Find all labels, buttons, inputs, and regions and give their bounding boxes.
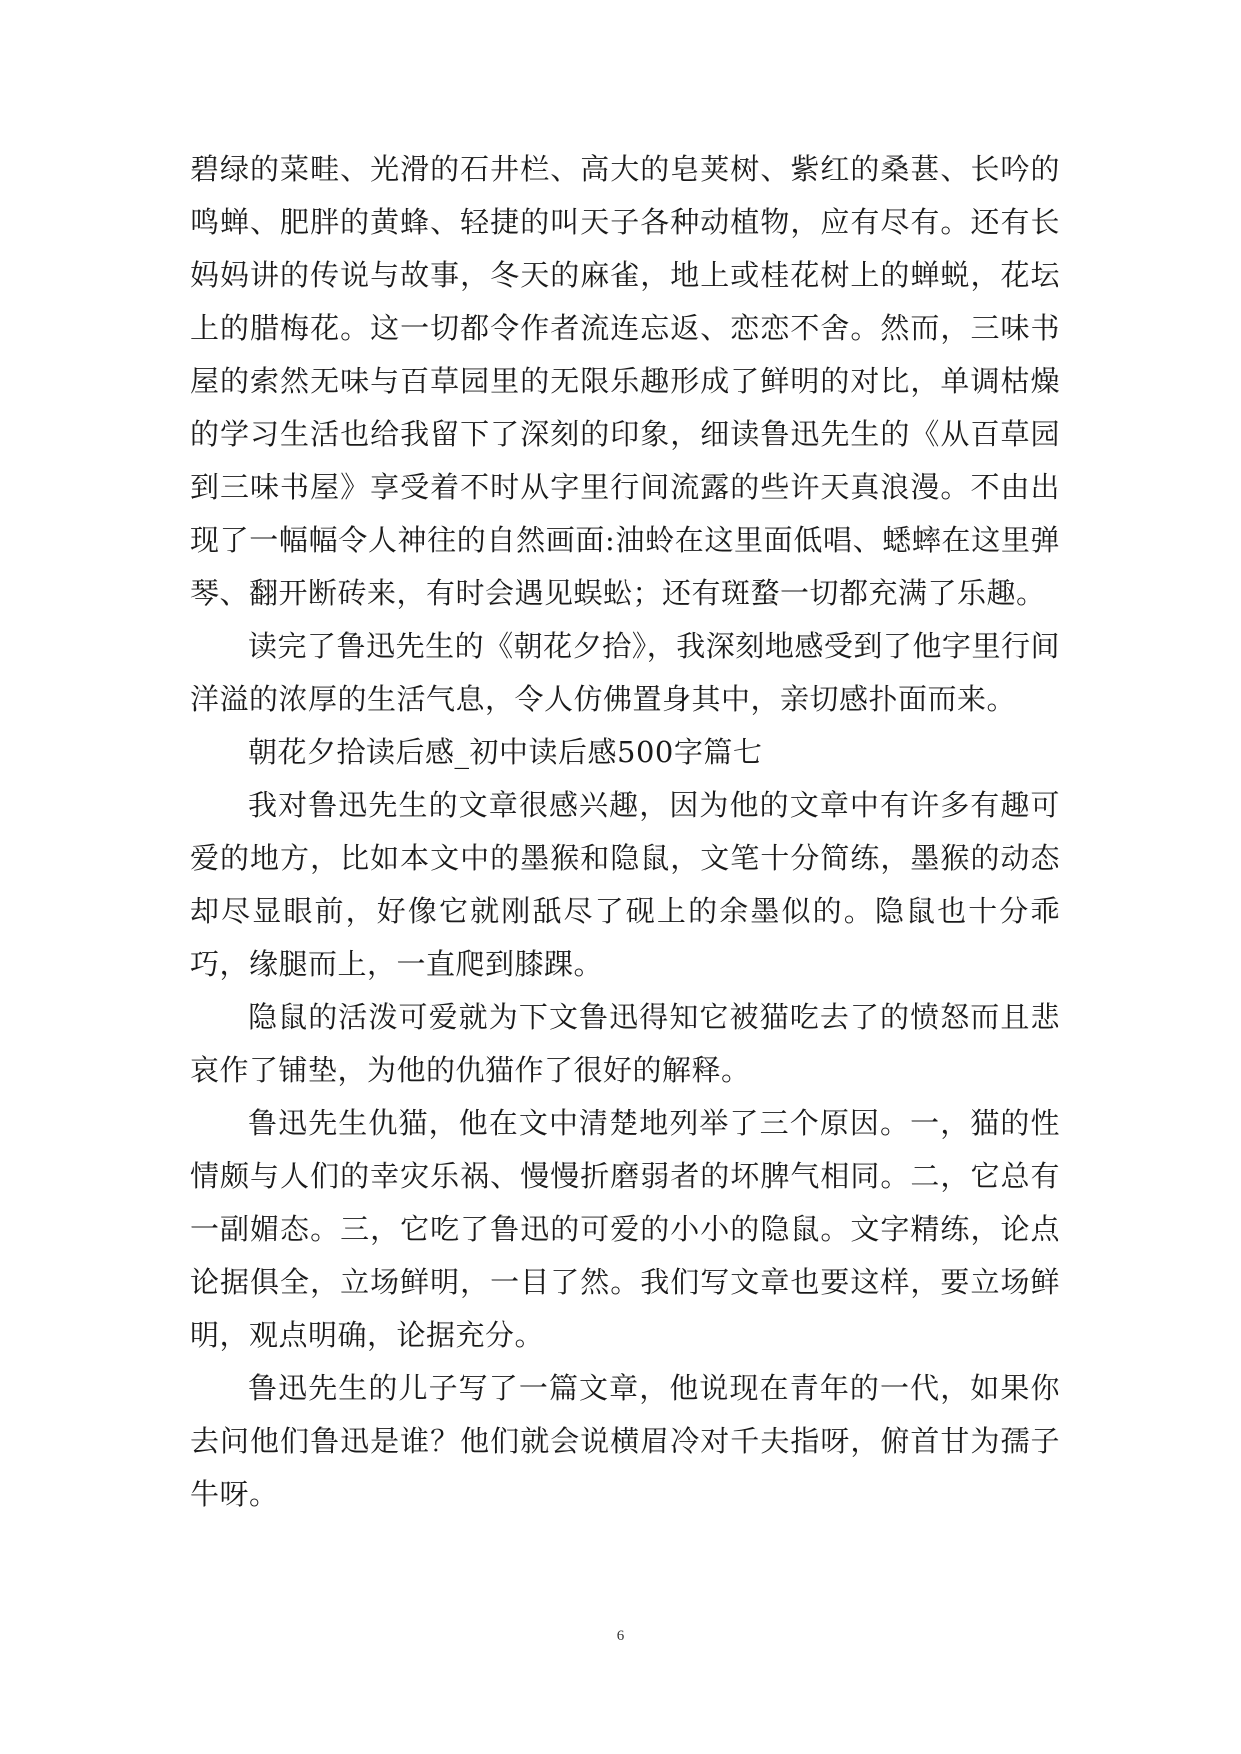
paragraph: 隐鼠的活泼可爱就为下文鲁迅得知它被猫吃去了的愤怒而且悲哀作了铺垫，为他的仇猫作了很好的解释。: [190, 1000, 1060, 1087]
section-heading: 朝花夕拾读后感_初中读后感500字篇七: [248, 735, 763, 769]
paragraph: 鲁迅先生仇猫，他在文中清楚地列举了三个原因。一，猫的性情颇与人们的幸灾乐祸、慢慢折磨弱者的坏脾气相同。二，它总有一副媚态。三，它吃了鲁迅的可爱的小小的隐鼠。文字精练，论点论据俱全，立场鲜明，一目了然。我们写文章也要这样，要立场鲜明，观点明确，论据充分。: [190, 1106, 1060, 1352]
paragraph: 读完了鲁迅先生的《朝花夕拾》，我深刻地感受到了他字里行间洋溢的浓厚的生活气息，令人仿佛置身其中，亲切感扑面而来。: [190, 629, 1060, 716]
paragraph: 鲁迅先生的儿子写了一篇文章，他说现在青年的一代，如果你去问他们鲁迅是谁？他们就会说横眉冷对千夫指呀，俯首甘为孺子牛呀。: [190, 1371, 1060, 1511]
page-number: 6: [616, 1628, 625, 1644]
paragraph-continuation: 碧绿的菜畦、光滑的石井栏、高大的皂荚树、紫红的桑葚、长吟的鸣蝉、肥胖的黄蜂、轻捷的叫天子各种动植物，应有尽有。还有长妈妈讲的传说与故事，冬天的麻雀，地上或桂花树上的蝉蜕，花坛上的腊梅花。这一切都令作者流连忘返、恋恋不舍。然而，三味书屋的索然无味与百草园里的无限乐趣形成了鲜明的对比，单调枯燥的学习生活也给我留下了深刻的印象，细读鲁迅先生的《从百草园到三味书屋》享受着不时从字里行间流露的些许天真浪漫。不由出现了一幅幅令人神往的自然画面:油蛉在这里面低唱、蟋蟀在这里弹琴、翻开断砖来，有时会遇见蜈蚣；还有斑蝥一切都充满了乐趣。: [190, 152, 1060, 610]
document-body: [190, 143, 1060, 1521]
paragraph: 我对鲁迅先生的文章很感兴趣，因为他的文章中有许多有趣可爱的地方，比如本文中的墨猴和隐鼠，文笔十分简练，墨猴的动态却尽显眼前，好像它就刚舐尽了砚上的余墨似的。隐鼠也十分乖巧，缘腿而上，一直爬到膝踝。: [190, 788, 1060, 981]
